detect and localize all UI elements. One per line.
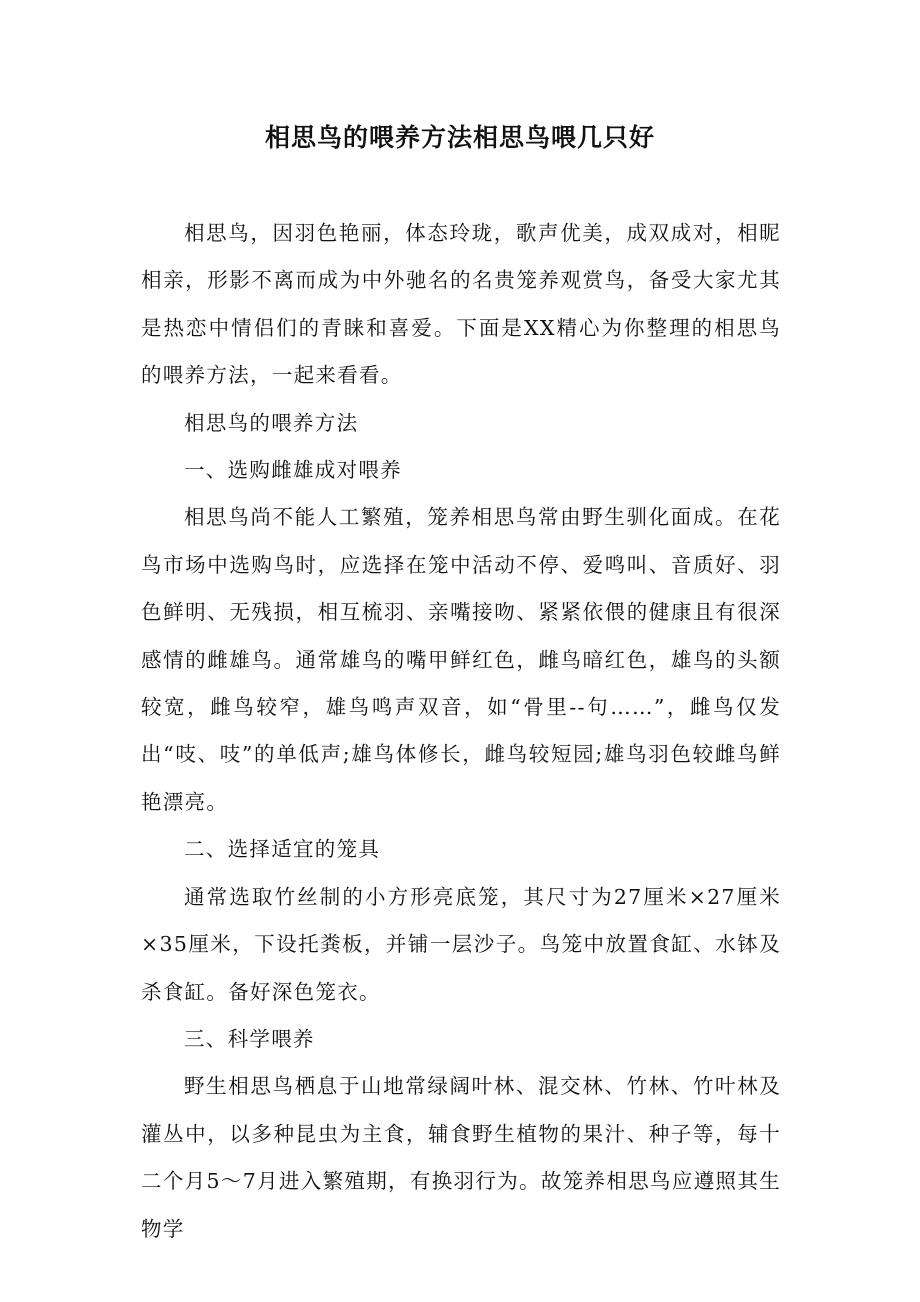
document-title: 相思鸟的喂养方法相思鸟喂几只好 — [264, 123, 655, 152]
section-heading-scientific-feeding: 三、科学喂养 — [184, 1026, 315, 1051]
section-heading-feeding-methods: 相思鸟的喂养方法 — [184, 410, 359, 435]
paragraph-cage: 通常选取竹丝制的小方形亮底笼，其尺寸为27厘米×27厘米×35厘米，下设托粪板，并铺一层沙子。鸟笼中放置食缸、水钵及杀食缸。备好深色笼衣。 — [141, 884, 781, 1004]
document-body — [141, 210, 781, 1253]
section-heading-cage: 二、选择适宜的笼具 — [184, 837, 381, 862]
intro-paragraph: 相思鸟，因羽色艳丽，体态玲珑，歌声优美，成双成对，相昵相亲，形影不离而成为中外驰名的名贵笼养观赏鸟，备受大家尤其是热恋中情侣们的青睐和喜爱。下面是XX精心为你整理的相思鸟的喂养方法，一起来看看。 — [141, 221, 781, 388]
paragraph-select-pairs: 相思鸟尚不能人工繁殖，笼养相思鸟常由野生驯化面成。在花鸟市场中选购鸟时，应选择在笼中活动不停、爱鸣叫、音质好、羽色鲜明、无残损，相互梳羽、亲嘴接吻、紧紧依偎的健康且有很深感情的雌雄鸟。通常雄鸟的嘴甲鲜红色，雌鸟暗红色，雄鸟的头额较宽，雌鸟较窄，雄鸟鸣声双音，如“骨里--句……”，雌鸟仅发出“吱、吱”的单低声;雄鸟体修长，雌鸟较短园;雄鸟羽色较雌鸟鲜艳漂亮。 — [141, 505, 781, 814]
paragraph-scientific-feeding: 野生相思鸟栖息于山地常绿阔叶林、混交林、竹林、竹叶林及灌丛中，以多种昆虫为主食，辅食野生植物的果汁、种子等，每十二个月5～7月进入繁殖期，有换羽行为。故笼养相思鸟应遵照其生物学 — [141, 1074, 781, 1241]
section-heading-select-pairs: 一、选购雌雄成对喂养 — [184, 458, 402, 483]
